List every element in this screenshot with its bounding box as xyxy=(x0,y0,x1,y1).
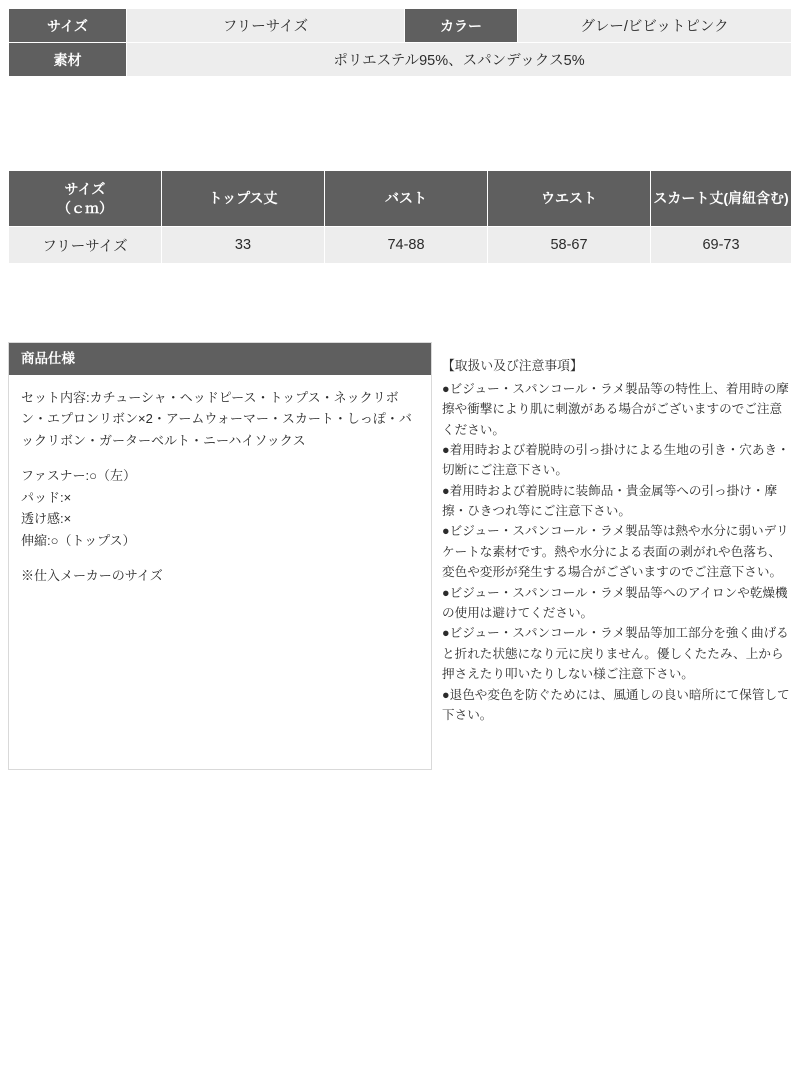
product-spec-body xyxy=(9,375,431,587)
list-item: ●着用時および着脱時に装飾品・貴金属等への引っ掛け・摩擦・ひきつれ等にご注意下さい。 xyxy=(442,483,778,519)
list-item: ●退色や変色を防ぐためには、風通しの良い暗所にて保管して下さい。 xyxy=(442,687,790,722)
list-item: ●ビジュー・スパンコール・ラメ製品等へのアイロンや乾燥機の使用は避けてください。 xyxy=(442,585,788,621)
spec-table xyxy=(8,8,792,77)
measurement-header-skirt-length: スカート丈(肩紐含む) xyxy=(651,171,792,227)
measurement-value-bust: 74-88 xyxy=(325,227,488,264)
care-instructions-panel xyxy=(442,356,792,725)
list-item: ●着用時および着脱時の引っ掛けによる生地の引き・穴あき・切断にご注意下さい。 xyxy=(442,442,790,478)
measurement-value-tops-length: 33 xyxy=(162,227,325,264)
table-row xyxy=(9,9,792,43)
product-spec-title: 商品仕様 xyxy=(9,343,431,375)
table-row xyxy=(9,227,792,264)
measurement-header-bust: バスト xyxy=(325,171,488,227)
product-spec-set-contents: セット内容:カチューシャ・ヘッドピース・トップス・ネックリボン・エプロンリボン×2・アームウォーマー・スカート・しっぽ・バックリボン・ガーターベルト・ニーハイソックス xyxy=(21,390,412,448)
spec-label-size: サイズ xyxy=(9,9,127,43)
list-item: ●ビジュー・スパンコール・ラメ製品等は熱や水分に弱いデリケートな素材です。熱や水分による表面の剥がれや色落ち、変色や変形が発生する場合がございますのでご注意下さい。 xyxy=(442,524,789,580)
measurement-header-size-line1: サイズ xyxy=(64,180,106,197)
product-spec-detail-pad: パッド:× xyxy=(21,489,72,505)
table-header-row xyxy=(9,171,792,227)
measurement-value-size: フリーサイズ xyxy=(9,227,162,264)
spec-value-material: ポリエステル95%、スパンデックス5% xyxy=(127,43,792,77)
product-spec-note: ※仕入メーカーのサイズ xyxy=(21,568,163,584)
spacer xyxy=(21,451,419,465)
product-spec-detail-sheerness: 透け感:× xyxy=(21,511,72,527)
spec-value-color: グレー/ビビットピンク xyxy=(518,9,792,43)
spec-label-material: 素材 xyxy=(9,43,127,77)
measurement-header-size-line2: （ｃｍ） xyxy=(57,199,113,216)
list-item: ●ビジュー・スパンコール・ラメ製品等の特性上、着用時の摩擦や衝撃により肌に刺激がある場合がございますのでご注意ください。 xyxy=(442,381,789,437)
measurement-value-skirt-length: 69-73 xyxy=(651,227,792,264)
product-spec-detail-stretch: 伸縮:○（トップス） xyxy=(21,532,136,548)
table-row xyxy=(9,43,792,77)
measurement-header-tops-length: トップス丈 xyxy=(162,171,325,227)
spacer xyxy=(21,551,419,565)
product-spec-panel xyxy=(8,342,432,770)
measurement-table xyxy=(8,170,792,264)
product-spec-detail-zipper: ファスナー:○（左） xyxy=(21,468,136,484)
measurement-header-size xyxy=(9,171,162,227)
care-instructions-title: 【取扱い及び注意事項】 xyxy=(442,358,583,373)
list-item: ●ビジュー・スパンコール・ラメ製品等加工部分を強く曲げると折れた状態になり元に戻りません。優しくたたみ、上から押さえたり叩いたりしない様ご注意下さい。 xyxy=(442,626,789,682)
spec-value-size: フリーサイズ xyxy=(127,9,405,43)
measurement-value-waist: 58-67 xyxy=(488,227,651,264)
care-instructions-list xyxy=(442,379,792,726)
measurement-header-waist: ウエスト xyxy=(488,171,651,227)
spec-label-color: カラー xyxy=(405,9,518,43)
